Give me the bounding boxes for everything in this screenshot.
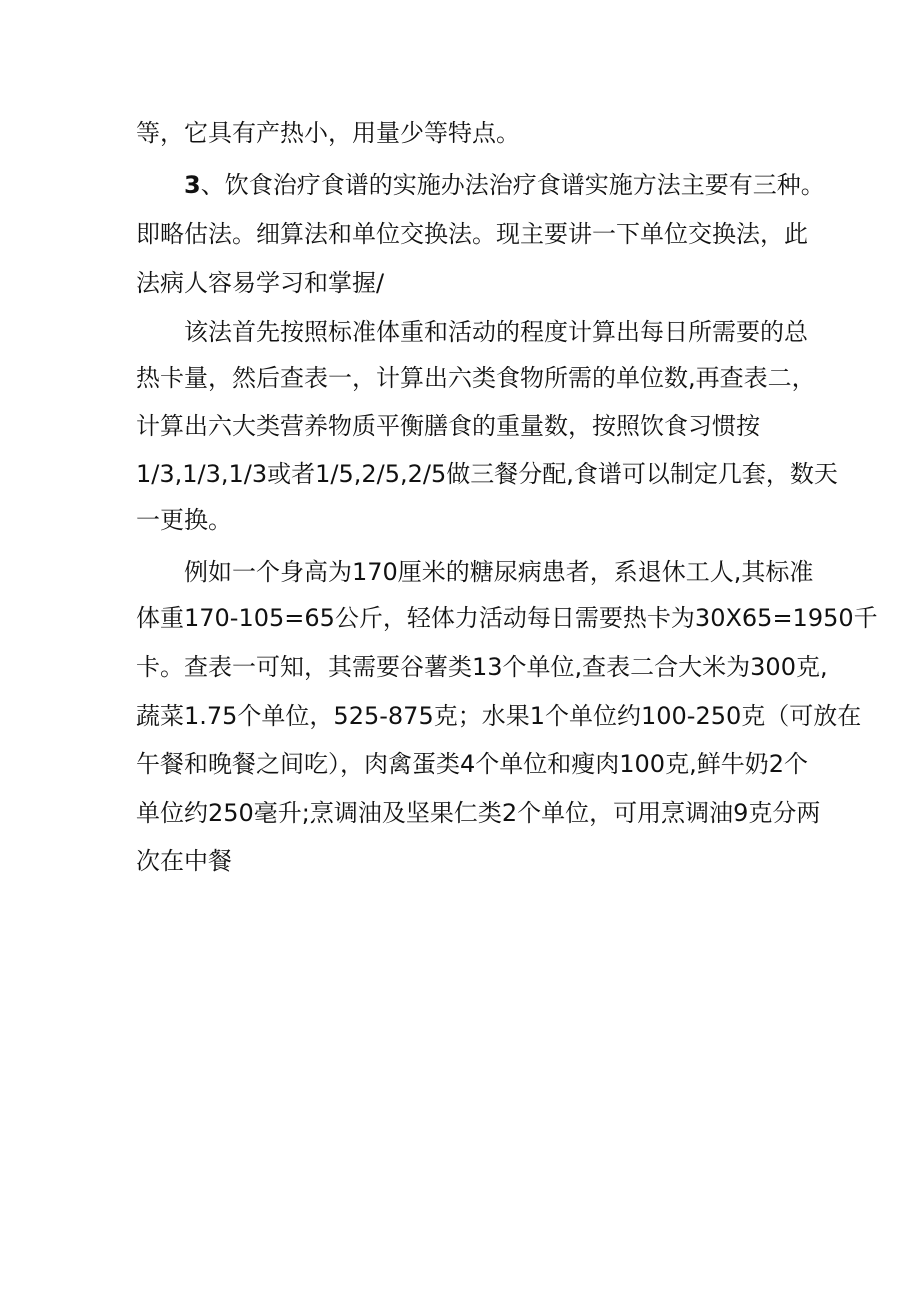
- paragraph-line: 1/3,1/3,1/3或者1/5,2/5,2/5做三餐分配,食谱可以制定几套，数天: [136, 460, 838, 488]
- paragraph-line: 即略估法。细算法和单位交换法。现主要讲一下单位交换法，此: [136, 220, 808, 248]
- paragraph-line: 一更换。: [136, 506, 232, 534]
- paragraph-line: 例如一个身高为170厘米的糖尿病患者，系退休工人,其标准: [184, 558, 814, 586]
- paragraph-line: 该法首先按照标准体重和活动的程度计算出每日所需要的总: [184, 318, 808, 346]
- numbered-paragraph-line: [184, 169, 825, 201]
- item-number: 3: [184, 171, 201, 199]
- paragraph-line: 法病人容易学习和掌握/: [136, 269, 385, 297]
- paragraph-line: 蔬菜1.75个单位，525-875克；水果1个单位约100-250克（可放在: [136, 702, 862, 730]
- paragraph-line: 热卡量，然后查表一，计算出六类食物所需的单位数,再查表二，: [136, 364, 816, 392]
- paragraph-line: 体重170-105=65公斤，轻体力活动每日需要热卡为30X65=1950千: [136, 604, 878, 632]
- paragraph-line: 单位约250毫升;烹调油及坚果仁类2个单位，可用烹调油9克分两: [136, 799, 821, 827]
- paragraph-line: 次在中餐: [136, 847, 232, 875]
- paragraph-line: 等，它具有产热小，用量少等特点。: [136, 119, 520, 147]
- paragraph-line: 卡。查表一可知，其需要谷薯类13个单位,查表二合大米为300克,: [136, 653, 828, 681]
- line-text: 、饮食治疗食谱的实施办法治疗食谱实施方法主要有三种。: [200, 171, 825, 199]
- paragraph-line: 午餐和晚餐之间吃），肉禽蛋类4个单位和瘦肉100克,鲜牛奶2个: [136, 750, 808, 778]
- paragraph-line: 计算出六大类营养物质平衡膳食的重量数，按照饮食习惯按: [136, 412, 760, 440]
